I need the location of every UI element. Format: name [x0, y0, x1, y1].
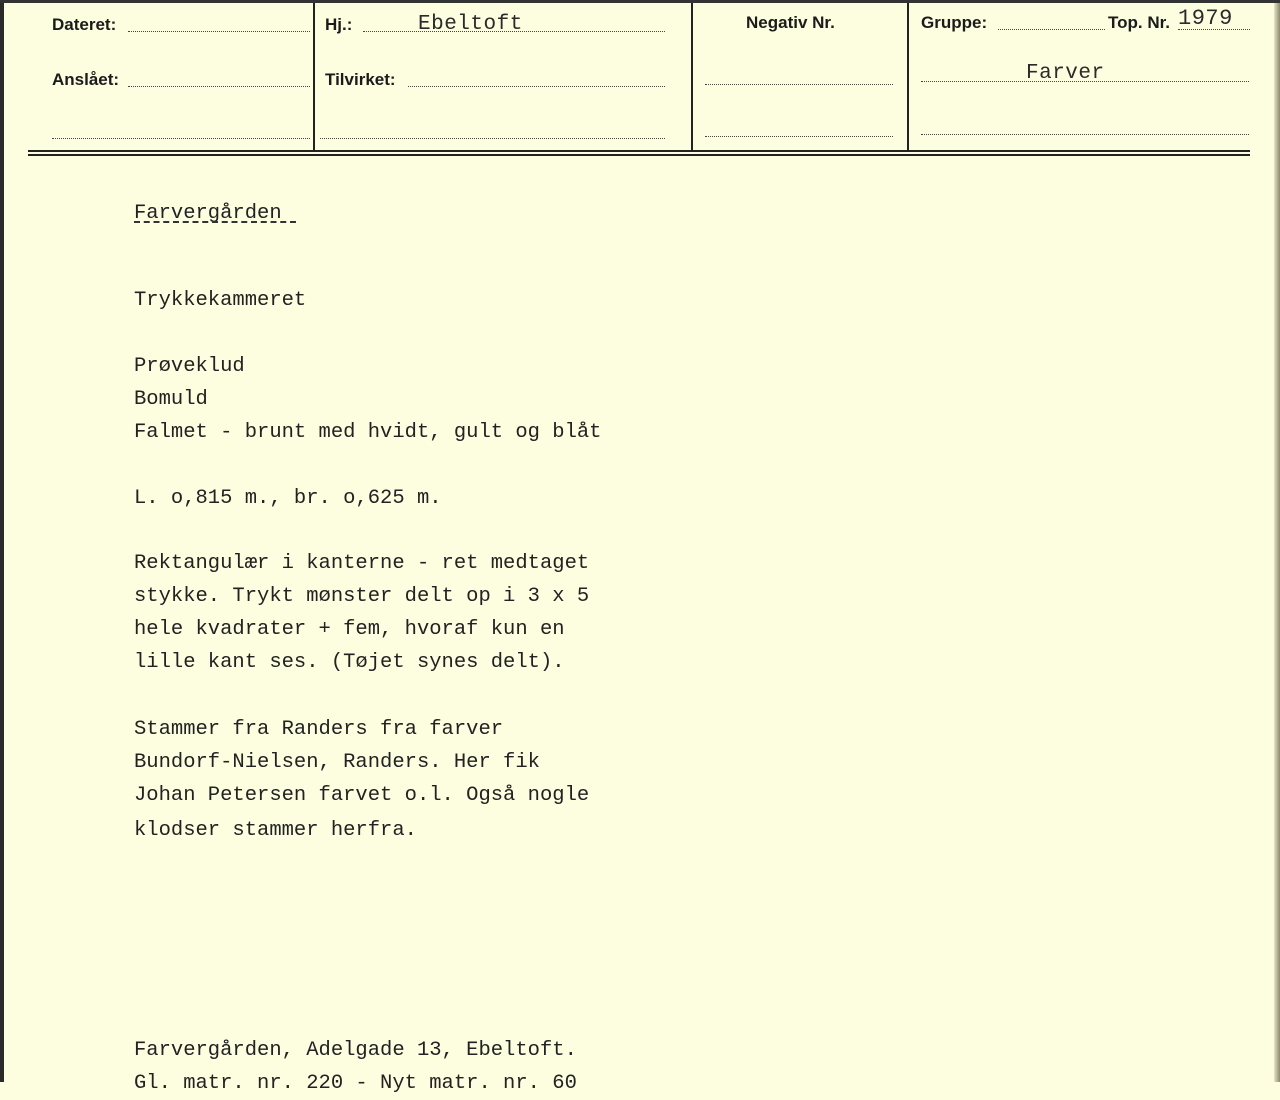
header-divider: [907, 3, 909, 151]
para1-line: lille kant ses. (Tøjet synes delt).: [134, 651, 565, 674]
header-rule: [28, 150, 1250, 152]
negativ-line: [705, 136, 893, 137]
hj-label: Hj.:: [325, 15, 353, 34]
header-divider: [313, 3, 315, 151]
anslaaet-line: [128, 86, 310, 87]
gruppe-label: Gruppe:: [921, 13, 988, 32]
measurements: L. o,815 m., br. o,625 m.: [134, 487, 442, 510]
para2-line: klodser stammer herfra.: [134, 819, 417, 842]
footer-line: Farvergården, Adelgade 13, Ebeltoft.: [134, 1039, 577, 1062]
para2-line: Stammer fra Randers fra farver: [134, 718, 504, 741]
dateret-label: Dateret:: [52, 15, 117, 34]
para1-line: hele kvadrater + fem, hvoraf kun en: [134, 618, 565, 641]
footer-line: Gl. matr. nr. 220 - Nyt matr. nr. 60: [134, 1072, 577, 1095]
section-title: Trykkekammeret: [134, 289, 307, 312]
header-divider: [691, 3, 693, 151]
negativ-line: [705, 84, 893, 85]
card-right-edge: [1274, 0, 1280, 1082]
header-rule: [28, 154, 1250, 156]
desc-line: Bomuld: [134, 388, 208, 411]
top-nr-value: 1979: [1178, 6, 1233, 31]
negativ-label: Negativ Nr.: [746, 13, 835, 32]
blank-line: [320, 138, 665, 139]
gruppe-value: Farver: [1026, 62, 1105, 85]
desc-line: Falmet - brunt med hvidt, gult og blåt: [134, 421, 602, 444]
card-left-edge: [0, 0, 4, 1082]
gruppe-line: [998, 29, 1105, 30]
para1-line: stykke. Trykt mønster delt op i 3 x 5: [134, 585, 590, 608]
dateret-line: [128, 31, 310, 32]
card-title: Farvergården: [134, 202, 282, 225]
desc-line: Prøveklud: [134, 355, 245, 378]
title-underline: [134, 221, 296, 223]
para2-line: Bundorf-Nielsen, Randers. Her fik: [134, 751, 540, 774]
tilvirket-line: [408, 86, 665, 87]
tilvirket-label: Tilvirket:: [325, 70, 396, 89]
blank-line: [921, 134, 1249, 135]
card-top-edge: [0, 0, 1280, 3]
top-nr-label: Top. Nr.: [1108, 13, 1171, 32]
blank-line: [52, 138, 310, 139]
para2-line: Johan Petersen farvet o.l. Også nogle: [134, 784, 590, 807]
hj-value: Ebeltoft: [418, 13, 523, 36]
para1-line: Rektangulær i kanterne - ret medtaget: [134, 552, 590, 575]
anslaaet-label: Anslået:: [52, 70, 120, 89]
